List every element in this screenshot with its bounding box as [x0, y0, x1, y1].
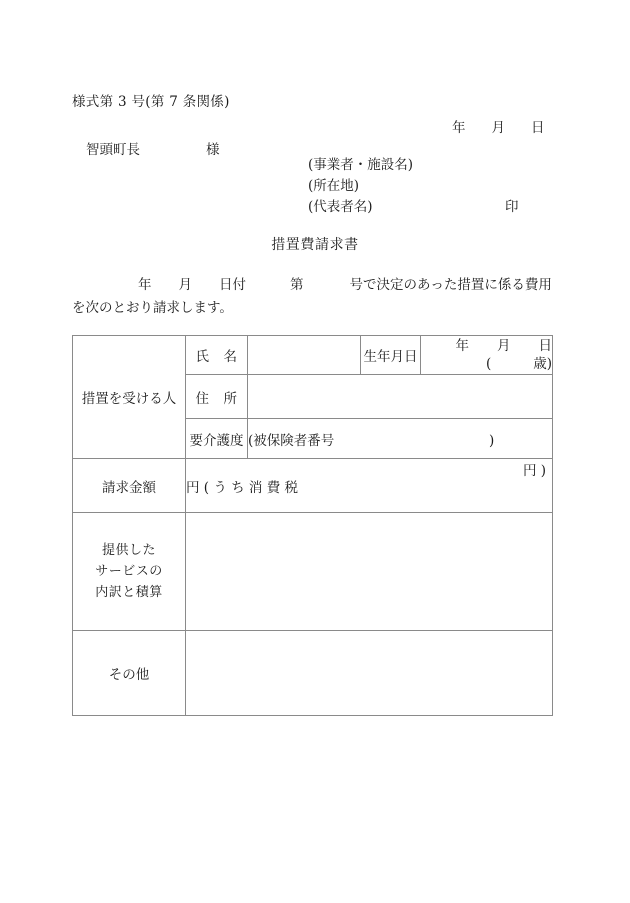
page-title: 措置費請求書: [271, 237, 359, 253]
cell-name-label: 氏 名: [186, 336, 248, 375]
service-label-line3: 内訳と積算: [95, 585, 163, 600]
birth-year: 年: [455, 338, 469, 354]
cell-service-label: [73, 513, 186, 631]
cell-name-value[interactable]: [248, 336, 361, 375]
table-row: [73, 513, 553, 631]
cell-birthdate-value[interactable]: [421, 336, 553, 375]
cell-other-label: その他: [73, 631, 186, 716]
age-paren-open: (: [485, 356, 492, 372]
cell-other-value[interactable]: [186, 631, 553, 716]
body-day: 日付: [219, 277, 246, 293]
cell-amount-label: 請求金額: [73, 459, 186, 513]
issue-date-line: [452, 116, 545, 136]
cell-address-value[interactable]: [248, 375, 553, 419]
sender-block: [308, 155, 519, 218]
sender-business-name: (事業者・施設名): [308, 157, 414, 173]
cell-address-label: 住 所: [186, 375, 248, 419]
addressee-honorific: 様: [206, 142, 220, 158]
form-number: 様式第 3 号(第 7 条関係): [72, 94, 230, 110]
body-paragraph: [72, 274, 558, 320]
sender-representative: (代表者名): [308, 199, 373, 215]
cell-service-value[interactable]: [186, 513, 553, 631]
table-row: [73, 336, 553, 375]
table-row: [73, 631, 553, 716]
sender-representative-row: [308, 197, 519, 218]
birth-day: 日: [538, 338, 552, 354]
service-label-line1: 提供した: [101, 543, 156, 558]
body-number-prefix: 第: [290, 277, 304, 293]
body-year: 年: [138, 277, 152, 293]
issue-date-month: 月: [491, 120, 505, 136]
insured-number-close: ): [489, 432, 495, 449]
addressee: [86, 138, 220, 158]
claim-form-table: [72, 335, 553, 716]
birth-month: 月: [497, 338, 511, 354]
cell-person-label: 措置を受ける人: [73, 336, 186, 459]
amount-unit-tail: 円 ): [522, 463, 546, 479]
sender-address: (所在地): [308, 178, 360, 194]
cell-amount-value[interactable]: [186, 459, 553, 513]
addressee-recipient: 智頭町長: [86, 142, 140, 158]
insured-number-label: (被保険者番号: [248, 432, 335, 449]
table-row: [73, 459, 553, 513]
issue-date-year: 年: [452, 120, 466, 136]
body-line1-tail: 号で決定のあった措置に係る費用: [349, 277, 552, 293]
cell-care-level-value[interactable]: [248, 419, 553, 459]
issue-date-day: 日: [531, 120, 545, 136]
body-line2: を次のとおり請求します。: [72, 300, 233, 316]
age-unit: 歳): [533, 356, 552, 372]
cell-birthdate-label: 生年月日: [361, 336, 421, 375]
body-month: 月: [178, 277, 192, 293]
amount-unit-main: 円 ( う ち 消 費 税: [186, 479, 299, 496]
cell-care-level-label: 要介護度: [186, 419, 248, 459]
seal-mark: 印: [505, 199, 519, 215]
service-label-line2: サービスの: [95, 564, 163, 579]
